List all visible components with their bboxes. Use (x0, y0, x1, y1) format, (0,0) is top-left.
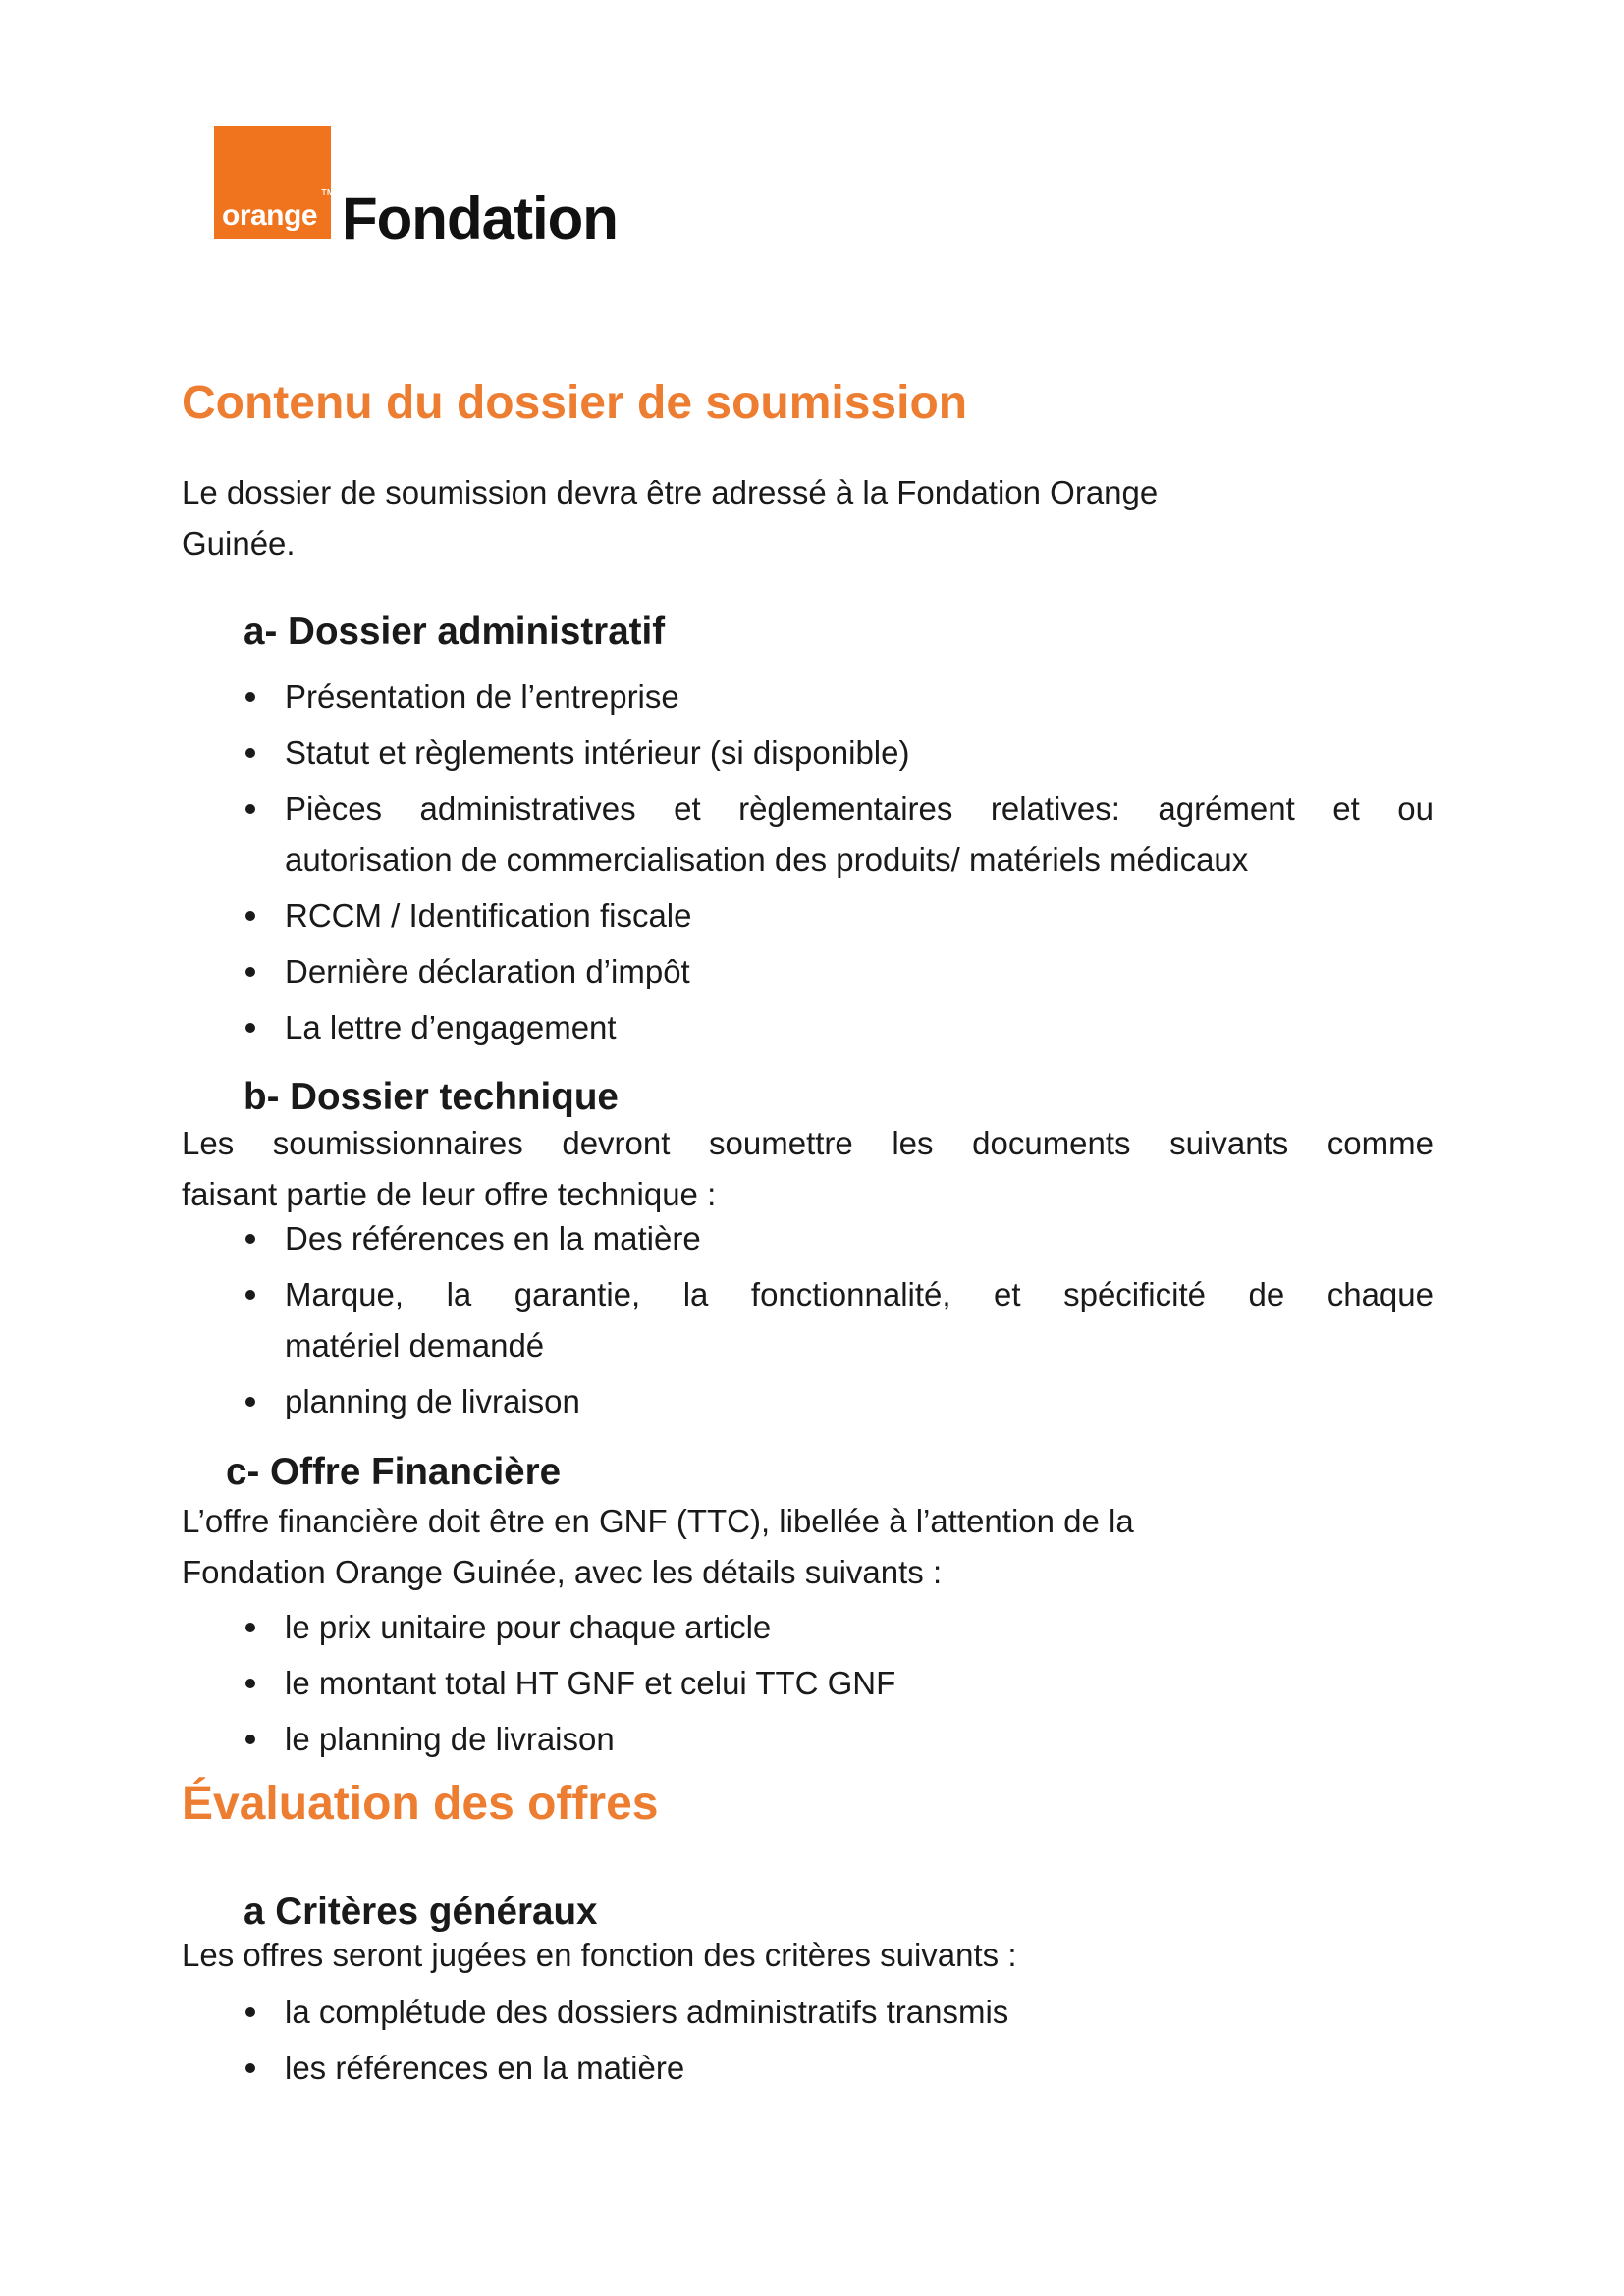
heading-contenu-dossier: Contenu du dossier de soumission (182, 377, 968, 429)
intro-paragraph (182, 467, 1434, 569)
list-item (182, 946, 1434, 997)
bullet-icon (245, 911, 255, 921)
list-item (182, 1658, 1434, 1709)
list-offre-financiere (182, 1602, 1434, 1770)
intro-line-2: Guinée. (182, 525, 296, 561)
orange-brand-text: orange (222, 199, 318, 232)
bullet-icon (245, 1397, 255, 1407)
list-item (182, 1602, 1434, 1653)
bullet-icon (245, 1234, 255, 1244)
bullet-icon (245, 2007, 255, 2017)
dossier-technique-lead (182, 1118, 1434, 1220)
bullet-icon (245, 804, 255, 814)
list-item (182, 1002, 1434, 1053)
bullet-icon (245, 2063, 255, 2073)
list-item-text: le montant total HT GNF et celui TTC GNF (285, 1665, 896, 1701)
bullet-icon (245, 1735, 255, 1744)
subheading-criteres-generaux: a Critères généraux (244, 1891, 598, 1933)
list-item-text: Statut et règlements intérieur (si disponible) (285, 734, 910, 771)
lead-line-1: Les soumissionnaires devront soumettre les documents suivants comme (182, 1125, 1434, 1161)
orange-logo-square (214, 126, 336, 239)
list-item (182, 890, 1434, 941)
bullet-icon (245, 1679, 255, 1688)
list-criteres-generaux (182, 1987, 1434, 2099)
list-item (182, 2043, 1434, 2094)
list-item (182, 1987, 1434, 2038)
lead-line-1: Les offres seront jugées en fonction des critères suivants : (182, 1937, 1017, 1973)
list-dossier-administratif (182, 671, 1434, 1058)
list-item (182, 671, 1434, 722)
bullet-icon (245, 1623, 255, 1632)
list-item-text: Des références en la matière (285, 1220, 701, 1256)
list-item-text: le prix unitaire pour chaque article (285, 1609, 772, 1645)
trademark-symbol: ™ (320, 187, 336, 204)
list-item-text: Dernière déclaration d’impôt (285, 953, 690, 989)
bullet-icon (245, 748, 255, 758)
offre-financiere-lead (182, 1496, 1434, 1598)
list-item (182, 783, 1434, 885)
list-item-text: les références en la matière (285, 2050, 685, 2086)
list-item-text: autorisation de commercialisation des produits/ matériels médicaux (285, 841, 1249, 878)
criteres-generaux-lead (182, 1930, 1434, 1981)
bullet-icon (245, 1290, 255, 1300)
subheading-offre-financiere: c- Offre Financière (226, 1451, 562, 1493)
list-item-text: Pièces administratives et règlementaires relatives: agrément et ou (285, 790, 1434, 827)
bullet-icon (245, 967, 255, 977)
subheading-dossier-technique: b- Dossier technique (244, 1076, 619, 1118)
intro-line-1: Le dossier de soumission devra être adressé à la Fondation Orange (182, 474, 1159, 510)
list-item-text: RCCM / Identification fiscale (285, 897, 692, 934)
list-dossier-technique (182, 1213, 1434, 1432)
list-item (182, 1269, 1434, 1371)
list-item (182, 1376, 1434, 1427)
list-item-text: La lettre d’engagement (285, 1009, 617, 1045)
list-item (182, 1714, 1434, 1765)
list-item-text: matériel demandé (285, 1327, 545, 1363)
orange-fondation-logo (214, 126, 618, 251)
subheading-dossier-administratif: a- Dossier administratif (244, 611, 666, 653)
list-item-text: le planning de livraison (285, 1721, 615, 1757)
lead-line-2: faisant partie de leur offre technique : (182, 1176, 717, 1212)
list-item-text: planning de livraison (285, 1383, 580, 1419)
lead-line-2: Fondation Orange Guinée, avec les détails suivants : (182, 1554, 943, 1590)
bullet-icon (245, 1023, 255, 1033)
lead-line-1: L’offre financière doit être en GNF (TTC), libellée à l’attention de la (182, 1503, 1134, 1539)
list-item-text: la complétude des dossiers administratifs transmis (285, 1994, 1009, 2030)
list-item (182, 727, 1434, 778)
list-item-text: Présentation de l’entreprise (285, 678, 679, 715)
fondation-wordmark: Fondation (342, 186, 618, 251)
list-item (182, 1213, 1434, 1264)
list-item-text: Marque, la garantie, la fonctionnalité, et spécificité de chaque (285, 1276, 1434, 1312)
heading-evaluation-offres: Évaluation des offres (182, 1778, 659, 1830)
bullet-icon (245, 692, 255, 702)
